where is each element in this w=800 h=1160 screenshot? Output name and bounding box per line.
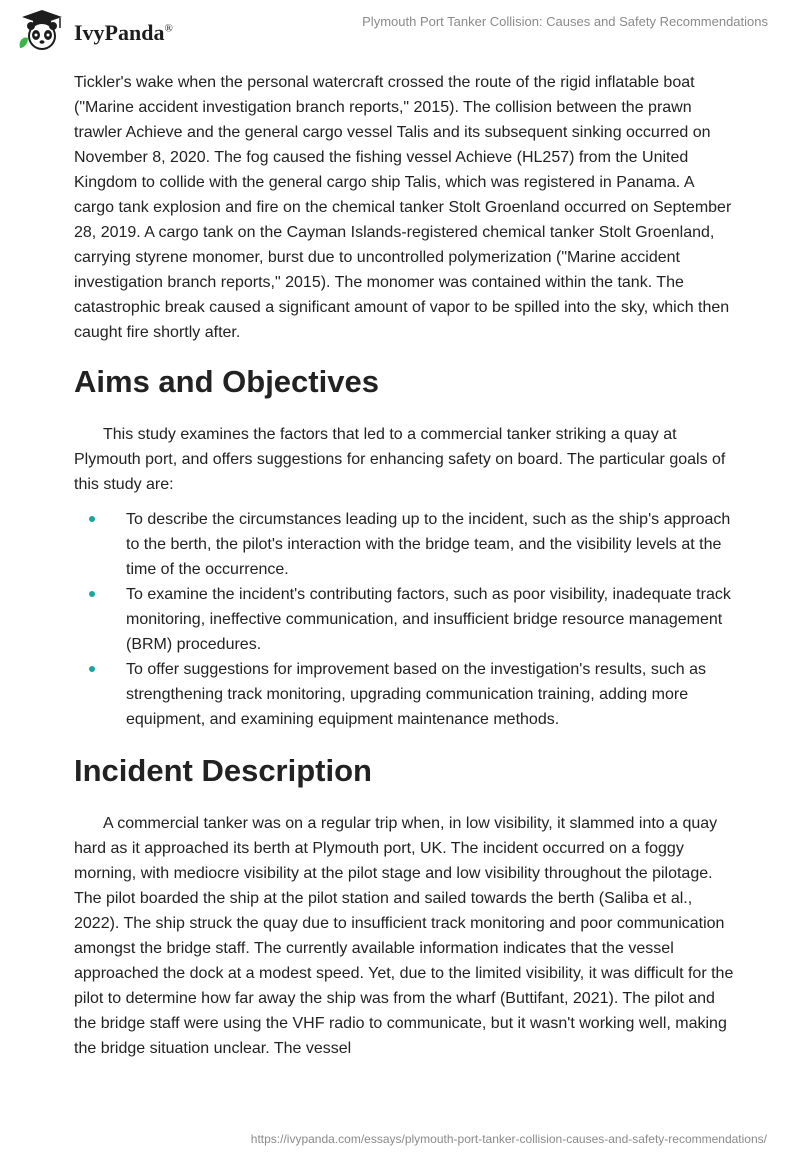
bullet-icon <box>89 516 95 522</box>
bullet-icon <box>89 591 95 597</box>
list-item: To examine the incident's contributing factors, such as poor visibility, inadequate track monitoring, ineffective communication, and insufficient bridge resource management (BRM) procedures. <box>74 582 734 657</box>
intro-paragraph: Tickler's wake when the personal watercraft crossed the route of the rigid inflatable boat ("Marine accident investigation branch reports," 2015). The collision between the prawn trawler Achieve and the general cargo vessel Talis and its subsequent sinking occurred on November 8, 2020. The fog caused the fishing vessel Achieve (HL257) from the United Kingdom to collide with the general cargo ship Talis, which was registered in Panama. A cargo tank explosion and fire on the chemical tanker Stolt Groenland occurred on September 28, 2019. A cargo tank on the Cayman Islands-registered chemical tanker Stolt Groenland, carrying styrene monomer, burst due to uncontrolled polymerization ("Marine accident investigation branch reports," 2015). The monomer was contained within the tank. The catastrophic break caused a significant amount of vapor to be spilled into the sky, which then caught fire shortly after. <box>74 74 732 341</box>
panda-graduate-icon <box>14 8 70 52</box>
list-item: To describe the circumstances leading up to the incident, such as the ship's approach to the berth, the pilot's interaction with the bridge team, and the visibility levels at the time of the occurrence. <box>74 507 734 582</box>
bullet-icon <box>89 666 95 672</box>
ivypanda-logo[interactable] <box>14 8 173 52</box>
brand-name: IvyPanda® <box>74 20 173 45</box>
essay-body <box>74 70 734 1061</box>
aims-list <box>74 507 734 732</box>
list-item: To offer suggestions for improvement based on the investigation's results, such as strengthening track monitoring, upgrading communication training, adding more equipment, and examining equipment maintenance methods. <box>74 657 734 732</box>
source-url[interactable]: https://ivypanda.com/essays/plymouth-port-tanker-collision-causes-and-safety-recommendations/ <box>250 1132 767 1146</box>
document-title: Plymouth Port Tanker Collision: Causes and Safety Recommendations <box>362 14 768 29</box>
aims-paragraph: This study examines the factors that led to a commercial tanker striking a quay at Plymouth port, and offers suggestions for enhancing safety on board. The particular goals of this study are: <box>74 426 726 493</box>
incident-paragraph: A commercial tanker was on a regular trip when, in low visibility, it slammed into a quay hard as it approached its berth at Plymouth port, UK. The incident occurred on a foggy morning, with mediocre visibility at the pilot stage and low visibility throughout the pilotage. The pilot boarded the ship at the pilot station and sailed towards the berth (Saliba et al., 2022). The ship struck the quay due to insufficient track monitoring and poor communication amongst the bridge staff. The currently available information indicates that the vessel approached the dock at a modest speed. Yet, due to the limited visibility, it was difficult for the pilot to determine how far away the ship was from the wharf (Buttifant, 2021). The pilot and the bridge staff were using the VHF radio to communicate, but it wasn't working well, making the bridge situation unclear. The vessel <box>74 815 734 1057</box>
page-header <box>0 0 800 60</box>
incident-heading: Incident Description <box>74 753 372 788</box>
aims-heading: Aims and Objectives <box>74 364 379 399</box>
